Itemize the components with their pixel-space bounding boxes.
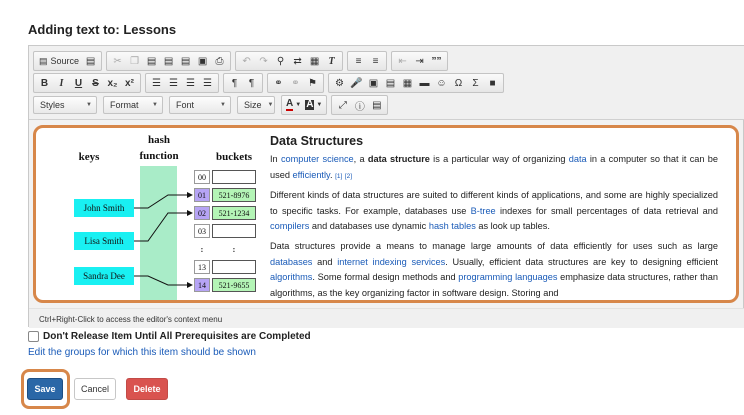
chevron-down-icon: ▼	[267, 102, 274, 108]
remove-format-glyph: T	[328, 55, 335, 67]
font-label: Font	[176, 100, 195, 110]
arrow-sandra	[134, 276, 192, 285]
rtl-icon[interactable]	[243, 75, 260, 91]
blockquote-icon[interactable]	[428, 53, 445, 69]
text: In	[270, 154, 281, 164]
release-option[interactable]	[28, 331, 311, 342]
info-icon[interactable]: ⓘ	[354, 101, 365, 113]
reference-2[interactable]: [2]	[344, 172, 353, 180]
ltr-glyph: ¶	[231, 77, 238, 89]
link-internet-indexing[interactable]: internet indexing services	[337, 256, 446, 267]
delete-button[interactable]: Delete	[126, 378, 168, 400]
bold-button[interactable]	[36, 75, 53, 91]
table-icon[interactable]: ▦	[402, 77, 413, 89]
article-paragraph	[270, 239, 718, 301]
underline-button[interactable]	[70, 75, 87, 91]
index-cell: :	[200, 244, 204, 254]
text: .	[329, 169, 333, 180]
redo-icon[interactable]: ↷	[259, 55, 268, 67]
omega-glyph: Ω	[454, 77, 463, 89]
subscript-button[interactable]	[104, 75, 121, 91]
ltr-icon[interactable]	[226, 75, 243, 91]
text: in a computer so that it can be used	[270, 154, 718, 180]
text-color-glyph: A	[286, 98, 294, 109]
article-heading: Data Structures	[270, 134, 364, 148]
source-label: Source	[50, 56, 80, 66]
hash-arrows	[44, 128, 260, 300]
image-icon[interactable]: ▣	[368, 77, 379, 89]
size-label: Size	[244, 100, 262, 110]
sigma-glyph: Σ	[472, 77, 479, 89]
embed-icon[interactable]: ■	[489, 77, 496, 89]
bulleted-list-icon[interactable]: ≡	[372, 55, 379, 67]
align-right-icon[interactable]: ☰	[186, 77, 195, 89]
article-text	[270, 134, 718, 303]
chevron-down-icon: ▼	[86, 102, 92, 108]
undo-icon[interactable]: ↶	[242, 55, 251, 67]
select-all-icon[interactable]: ▦	[309, 55, 320, 67]
math-icon[interactable]	[467, 75, 484, 91]
link-programming-languages[interactable]: programming languages	[458, 272, 558, 283]
link-hash-tables[interactable]: hash tables	[428, 221, 476, 232]
article-paragraph	[270, 188, 718, 235]
text: is a particular way of organizing	[429, 154, 569, 164]
blockquote-glyph: ””	[431, 55, 442, 67]
underline-glyph: U	[74, 77, 83, 89]
paste-icon[interactable]: ▤	[146, 55, 157, 67]
maximize-icon[interactable]: ⤢	[338, 99, 347, 111]
find-icon[interactable]: ⚲	[276, 55, 285, 67]
format-label: Format	[110, 100, 139, 110]
text: emphasize data structures, rather than algorithms, as the key organizing factor in software design. Storing and	[270, 272, 718, 298]
styles-dropdown[interactable]	[33, 96, 97, 114]
source-icon: ▤	[39, 55, 48, 66]
cancel-button[interactable]: Cancel	[74, 378, 116, 400]
align-left-icon[interactable]: ☰	[152, 77, 161, 89]
anchor-icon[interactable]: ⚑	[308, 77, 317, 89]
index-cell: 13	[194, 260, 210, 274]
link-algorithms[interactable]: algorithms	[270, 272, 313, 283]
index-cell: 01	[194, 188, 210, 202]
text: Data structures provide a means to manage large amounts of data efficiently for uses such as large	[270, 240, 718, 251]
text: . Usually, efficient data structures are key to designing efficient	[445, 256, 719, 267]
bucket-cell: :	[232, 244, 236, 254]
strikethrough-button[interactable]	[87, 75, 104, 91]
buckets-label: buckets	[215, 151, 253, 163]
index-cell: 02	[194, 206, 210, 220]
text: and databases use dynamic	[309, 221, 429, 232]
text: and	[312, 256, 338, 267]
smiley-icon[interactable]: ☺	[436, 77, 447, 89]
release-label: Don't Release Item Until All Prerequisites are Completed	[43, 331, 311, 342]
editor-statusbar: Ctrl+Right-Click to access the editor's context menu	[29, 308, 744, 328]
text: as look up tables.	[475, 221, 550, 232]
chevron-down-icon: ▼	[152, 102, 158, 108]
paste-word-icon[interactable]: ▤	[180, 55, 191, 67]
styles-label: Styles	[40, 100, 65, 110]
editor-content-area[interactable]	[33, 125, 739, 303]
print-icon[interactable]: ⎙	[215, 55, 224, 67]
rich-text-editor	[28, 45, 744, 327]
save-button[interactable]: Save	[27, 378, 63, 400]
settings-icon[interactable]: ⚙	[335, 77, 344, 89]
copy-icon[interactable]: ❐	[130, 55, 140, 67]
hash-function-label: hash function	[139, 134, 179, 162]
chevron-down-icon: ▼	[220, 102, 226, 108]
flash-icon[interactable]: ▤	[385, 77, 396, 89]
text-color-button[interactable]: A ▼	[286, 98, 302, 109]
bg-color-glyph: A	[306, 99, 314, 110]
arrow-lisa	[134, 213, 192, 241]
bg-color-button[interactable]: A ▼	[306, 99, 323, 110]
superscript-glyph: x²	[125, 77, 134, 89]
superscript-button[interactable]	[121, 75, 138, 91]
cut-icon[interactable]: ✂	[113, 55, 122, 67]
bold-text: data structure	[367, 154, 430, 164]
release-checkbox[interactable]	[28, 331, 39, 342]
paste-text-icon[interactable]: ▤	[163, 55, 174, 67]
source-button[interactable]	[36, 53, 82, 69]
bucket-cell: 521-8976	[212, 188, 256, 202]
align-justify-icon[interactable]: ☰	[203, 77, 212, 89]
index-cell: 14	[194, 278, 210, 292]
bucket-cell: 521-1234	[212, 206, 256, 220]
show-blocks-icon[interactable]: ▤	[372, 99, 382, 111]
rtl-glyph: ¶	[248, 77, 255, 89]
subscript-glyph: x₂	[107, 77, 118, 89]
horizontal-rule-icon[interactable]: ▬	[419, 77, 430, 89]
audio-icon[interactable]: 🎤	[350, 77, 363, 89]
link-icon[interactable]: ⚭	[274, 77, 283, 89]
indent-icon[interactable]: ⇥	[415, 55, 424, 67]
numbered-list-icon[interactable]: ≡	[355, 55, 362, 67]
key-box: Sandra Dee	[74, 267, 134, 285]
unlink-icon[interactable]: ⚭	[291, 77, 300, 89]
link-data[interactable]: data	[568, 154, 587, 164]
link-databases[interactable]: databases	[270, 256, 313, 267]
index-cell: 03	[194, 224, 210, 238]
text: . Some formal design methods and	[312, 272, 459, 283]
link-efficiently[interactable]: efficiently	[292, 169, 330, 180]
article-paragraph	[270, 152, 718, 184]
text: indexes for small percentages of data retrieval and	[495, 205, 718, 216]
reference-1[interactable]: [1]	[335, 172, 343, 180]
italic-button[interactable]	[53, 75, 70, 91]
strike-glyph: S	[92, 77, 99, 89]
editor-toolbar	[29, 46, 744, 120]
bucket-cell: 521-9655	[212, 278, 256, 292]
special-char-icon[interactable]	[450, 75, 467, 91]
replace-icon[interactable]: ⇄	[293, 55, 302, 67]
font-dropdown[interactable]	[169, 96, 231, 114]
hash-table-figure	[44, 128, 260, 300]
link-computer-science[interactable]: computer science	[280, 154, 354, 164]
text: Different kinds of data structures are suited to different kinds of applications, and some are highly specialized to specific tasks. For example, databases use	[270, 190, 718, 216]
key-box: Lisa Smith	[74, 232, 134, 250]
keys-label: keys	[78, 151, 100, 163]
page-title: Adding text to: Lessons	[28, 22, 177, 37]
index-cell: 00	[194, 170, 210, 184]
link-b-tree[interactable]: B-tree	[470, 205, 496, 216]
text: , a	[353, 154, 368, 164]
italic-glyph: I	[59, 77, 64, 89]
bold-glyph: B	[40, 77, 49, 89]
edit-groups-link[interactable]: Edit the groups for which this item should be shown	[28, 347, 256, 358]
arrow-john	[134, 195, 192, 208]
link-compilers[interactable]: compilers	[270, 221, 310, 232]
key-box: John Smith	[74, 199, 134, 217]
remove-format-icon[interactable]	[323, 53, 340, 69]
outdent-icon[interactable]: ⇤	[398, 55, 407, 67]
align-center-icon[interactable]: ☰	[169, 77, 178, 89]
format-dropdown[interactable]	[103, 96, 163, 114]
size-dropdown[interactable]	[237, 96, 275, 114]
templates-icon[interactable]: ▤	[85, 55, 96, 67]
preview-icon[interactable]: ▣	[197, 55, 208, 67]
